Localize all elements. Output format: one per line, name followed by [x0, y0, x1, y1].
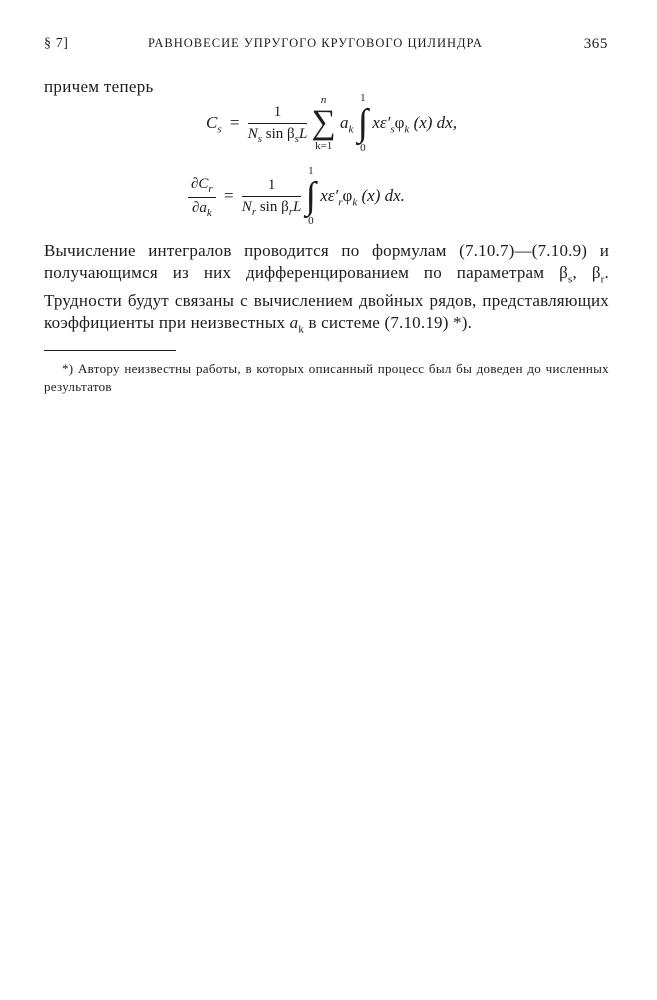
running-title: РАВНОВЕСИЕ УПРУГОГО КРУГОВОГО ЦИЛИНДРА: [148, 36, 483, 50]
phi-sub: k: [404, 123, 410, 136]
phi: φ: [342, 185, 353, 205]
den-n: N: [247, 125, 258, 142]
intro-text: причем теперь: [44, 77, 154, 96]
equals-sign: =: [223, 185, 234, 205]
fraction-denominator: [242, 197, 302, 218]
sum-lower-limit: k=1: [315, 140, 333, 152]
beta-r-sub: r: [600, 272, 605, 285]
den-beta-sub: r: [288, 205, 294, 218]
formula-cs: [206, 93, 457, 155]
den-l: L: [293, 198, 302, 215]
fraction-numerator: 1: [248, 104, 308, 124]
den-n: N: [241, 198, 252, 215]
derivative-fraction: [188, 176, 216, 219]
int-lower-limit: 0: [308, 215, 314, 227]
phi: φ: [394, 112, 405, 132]
page-number: 365: [583, 36, 608, 52]
beta-s: β: [559, 262, 568, 282]
integrand: xε′: [372, 112, 391, 132]
den-sin: sin: [265, 125, 284, 142]
coef-a: a: [340, 112, 349, 132]
den-beta: β: [287, 125, 295, 142]
d-c-sub: r: [208, 182, 213, 195]
lhs-subscript: s: [217, 123, 222, 136]
integral: [306, 166, 316, 228]
coef-a-k: a: [289, 312, 299, 332]
d-a-sub: k: [206, 206, 212, 219]
den-l: L: [298, 125, 308, 142]
den-n-sub: s: [257, 132, 263, 145]
d-c: ∂C: [191, 175, 209, 192]
coef-a-sub: k: [348, 123, 354, 136]
int-upper-limit: 1: [360, 92, 366, 104]
section-number: § 7]: [44, 36, 69, 51]
coef-a-k-sub: k: [298, 323, 305, 336]
integral-symbol: ∫: [357, 102, 369, 144]
integral-symbol: ∫: [305, 175, 317, 217]
summation: [312, 95, 336, 153]
integral: [358, 93, 368, 155]
den-n-sub: r: [251, 205, 257, 218]
fraction: [242, 177, 302, 218]
phi-sub: k: [352, 196, 358, 209]
integrand-sub: s: [390, 123, 395, 136]
fraction-denominator: [248, 124, 308, 145]
footnote: *) Автору неизвестны работы, в которых описанный процесс был бы доведен до численных результатов: [44, 361, 609, 394]
int-upper-limit: 1: [308, 165, 314, 177]
sum-symbol: ∑: [311, 104, 336, 141]
body-paragraph: [44, 240, 609, 341]
den-beta-sub: s: [294, 132, 299, 145]
fraction: [248, 104, 308, 145]
beta-s-sub: s: [567, 272, 573, 285]
d-a: ∂a: [191, 199, 207, 216]
para-text-3: в системе (7.10.19) *).: [304, 312, 473, 332]
footnote-rule: [44, 350, 176, 351]
den-sin: sin: [259, 198, 278, 215]
para-text-1: Вычисление интегралов проводится по формулам (7.10.7)—(7.10.9) и получающимся из них дифференцированием по параметрам: [44, 241, 609, 282]
para-text-2: . Трудности будут связаны с вычислением двойных рядов, представляющих коэффициенты при неизвестных: [44, 262, 609, 332]
integrand-sub: r: [338, 196, 343, 209]
argument: (x) dx.: [361, 185, 405, 205]
beta-r: β: [591, 262, 601, 282]
para-comma: ,: [572, 262, 592, 282]
equals-sign: =: [229, 112, 240, 132]
sum-upper-limit: n: [320, 94, 327, 106]
argument: (x) dx,: [413, 112, 457, 132]
den-beta: β: [281, 198, 289, 215]
lhs-symbol: C: [206, 112, 218, 132]
formula-dcr: [188, 166, 405, 228]
int-lower-limit: 0: [360, 142, 366, 154]
derivative-denominator: [188, 198, 216, 219]
running-head: [44, 36, 608, 56]
integrand: xε′: [320, 185, 339, 205]
derivative-numerator: [188, 176, 216, 198]
fraction-numerator: 1: [242, 177, 302, 197]
